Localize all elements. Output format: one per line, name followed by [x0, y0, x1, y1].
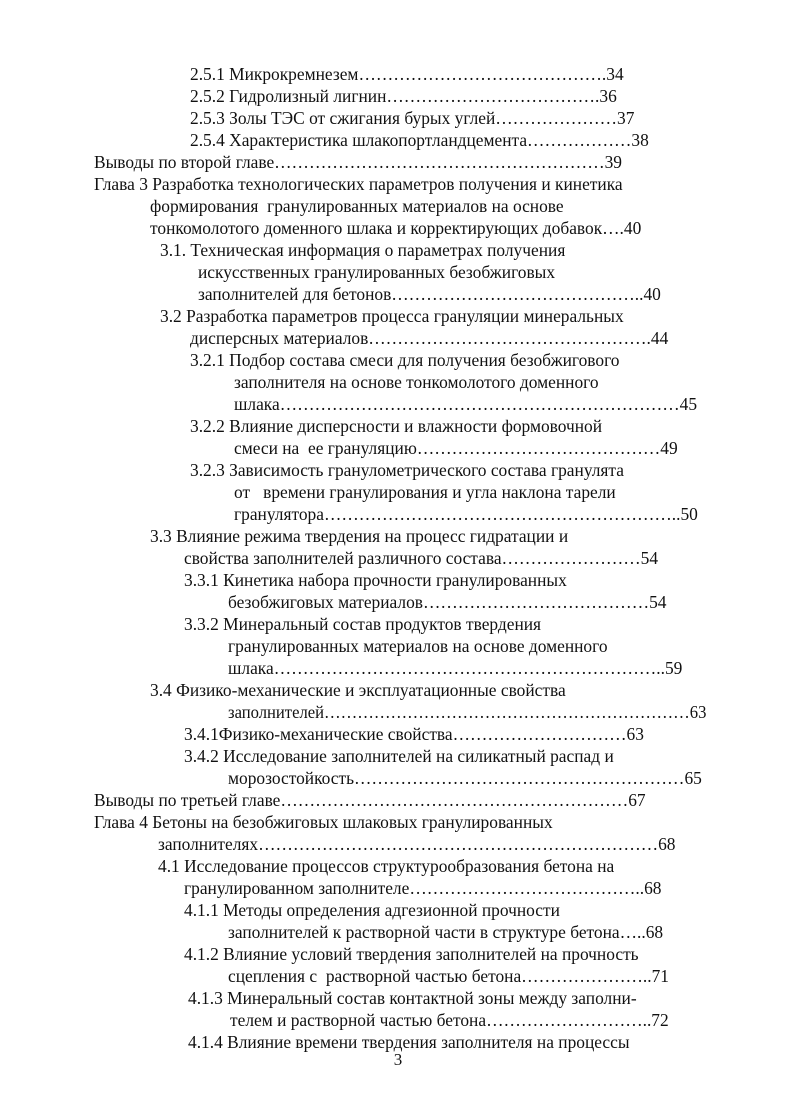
toc-line-3-3: 3.3 Влияние режима твердения на процесс гидратации и: [150, 526, 569, 546]
toc-line-3-2-cont: дисперсных материалов………………………………………….44: [190, 328, 669, 348]
toc-line-4-1-1-cont: заполнителей к растворной части в структуре бетона…..68: [228, 922, 664, 942]
toc-line-3-4-2: 3.4.2 Исследование заполнителей на силикатный распад и: [184, 746, 614, 766]
toc-line-4-1: 4.1 Исследование процессов структурообразования бетона на: [158, 856, 615, 876]
toc-line-3-1: 3.1. Техническая информация о параметрах получения: [160, 240, 566, 260]
toc-line-3-4-cont: заполнителей…………………………………………………………63: [228, 702, 707, 722]
toc-line-4-1-1: 4.1.1 Методы определения адгезионной прочности: [184, 900, 560, 920]
toc-line-3-2-1-cont: заполнителя на основе тонкомолотого доменного: [234, 372, 599, 392]
toc-line-4-1-2-cont: сцепления с растворной частью бетона…………………..71: [228, 966, 669, 986]
toc-line-4-1-cont: гранулированном заполнителе…………………………………..68: [184, 878, 662, 898]
toc-line-4-1-3: 4.1.3 Минеральный состав контактной зоны между заполни-: [188, 988, 637, 1008]
page-number: 3: [393, 1050, 403, 1069]
toc-line-conclusions-2: Выводы по второй главе…………………………………………………39: [94, 152, 622, 172]
toc-line-conclusions-3: Выводы по третьей главе……………………………………………………67: [94, 790, 646, 810]
toc-line-2-5-2: 2.5.2 Гидролизный лигнин……………………………….36: [190, 86, 617, 106]
toc-line-chapter-3-cont: тонкомолотого доменного шлака и корректирующих добавок….40: [150, 218, 642, 238]
toc-line-3-4: 3.4 Физико-механические и эксплуатационные свойства: [150, 680, 566, 700]
toc-line-3-2-2-cont: смеси на ее грануляцию……………………………………49: [234, 438, 678, 458]
toc-line-3-2-1-cont: шлака……………………………………………………………45: [234, 394, 698, 414]
toc-line-3-3-1-cont: безобжиговых материалов…………………………………54: [228, 592, 667, 612]
toc-line-chapter-3: Глава 3 Разработка технологических параметров получения и кинетика: [94, 174, 623, 194]
toc-line-3-2-3-cont: от времени гранулирования и угла наклона тарели: [234, 482, 616, 502]
toc-line-chapter-3-cont: формирования гранулированных материалов на основе: [150, 196, 564, 216]
toc-line-3-2-2: 3.2.2 Влияние дисперсности и влажности формовочной: [190, 416, 603, 436]
toc-line-3-1-cont: искусственных гранулированных безобжиговых: [198, 262, 556, 282]
toc-line-3-3-2-cont: гранулированных материалов на основе доменного: [228, 636, 608, 656]
toc-line-4-1-2: 4.1.2 Влияние условий твердения заполнителей на прочность: [184, 944, 639, 964]
toc-line-chapter-4-cont: заполнителях……………………………………………………………68: [158, 834, 676, 854]
toc-line-4-1-3-cont: телем и растворной частью бетона………………………..72: [230, 1010, 669, 1030]
toc-line-3-1-cont: заполнителей для бетонов……………………………………..40: [198, 284, 661, 304]
toc-line-2-5-1: 2.5.1 Микрокремнезем…………………………………….34: [190, 64, 624, 84]
toc-line-3-2: 3.2 Разработка параметров процесса грануляции минеральных: [160, 306, 624, 326]
toc-line-2-5-3: 2.5.3 Золы ТЭС от сжигания бурых углей…………………37: [190, 108, 635, 128]
toc-line-3-4-1: 3.4.1Физико-механические свойства…………………………63: [184, 724, 644, 744]
toc-line-chapter-4: Глава 4 Бетоны на безобжиговых шлаковых гранулированных: [94, 812, 553, 832]
toc-line-3-3-cont: свойства заполнителей различного состава……………………54: [184, 548, 659, 568]
toc-line-3-3-2-cont: шлака…………………………………………………………..59: [228, 658, 683, 678]
toc-line-3-2-1: 3.2.1 Подбор состава смеси для получения безобжигового: [190, 350, 620, 370]
toc-line-2-5-4: 2.5.4 Характеристика шлакопортландцемента………………38: [190, 130, 649, 150]
toc-line-4-1-4: 4.1.4 Влияние времени твердения заполнителя на процессы: [188, 1032, 630, 1052]
toc-line-3-3-2: 3.3.2 Минеральный состав продуктов твердения: [184, 614, 542, 634]
toc-line-3-2-3-cont: гранулятора……………………………………………………..50: [234, 504, 698, 524]
toc-line-3-3-1: 3.3.1 Кинетика набора прочности гранулированных: [184, 570, 567, 590]
toc-line-3-2-3: 3.2.3 Зависимость гранулометрического состава гранулята: [190, 460, 624, 480]
toc-line-3-4-2-cont: морозостойкость…………………………………………………65: [228, 768, 702, 788]
